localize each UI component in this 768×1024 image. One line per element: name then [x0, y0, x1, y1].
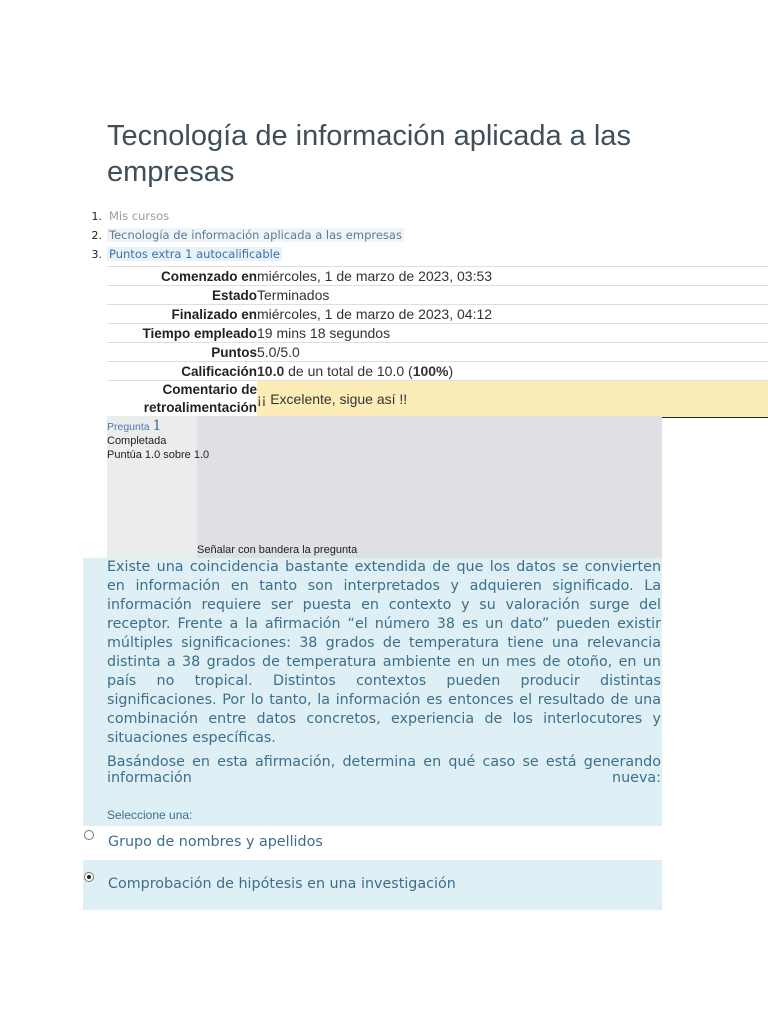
breadcrumb-number: 1.	[91, 210, 102, 223]
flag-question-link[interactable]: Señalar con bandera la pregunta	[197, 544, 358, 556]
summary-row-points	[107, 343, 768, 362]
select-one-label: Seleccione una:	[107, 808, 193, 822]
breadcrumb-number: 2.	[91, 229, 102, 242]
feedback-label-line1: Comentario de	[162, 382, 257, 397]
grade-middle-text: de un total de 10.0 (	[284, 362, 413, 379]
option-1-radio[interactable]	[84, 830, 94, 840]
started-label: Comenzado en	[107, 267, 257, 286]
attempt-summary-table	[107, 266, 768, 418]
grade-value	[257, 362, 768, 381]
breadcrumb-link-mis-cursos[interactable]: Mis cursos	[109, 209, 170, 223]
question-number-value: 1	[152, 418, 162, 434]
option-2-radio[interactable]	[84, 872, 94, 882]
summary-row-feedback	[107, 381, 768, 418]
question-number	[107, 418, 161, 434]
points-value: 5.0/5.0	[257, 343, 768, 362]
breadcrumb-link-quiz[interactable]: Puntos extra 1 autocalificable	[109, 247, 280, 261]
summary-row-state	[107, 286, 768, 305]
feedback-value: ¡¡ Excelente, sigue así !!	[257, 381, 768, 418]
time-label: Tiempo empleado	[107, 324, 257, 343]
time-value: 19 mins 18 segundos	[257, 324, 768, 343]
feedback-label-line2: retroalimentación	[143, 400, 257, 415]
summary-row-started	[107, 267, 768, 286]
finished-label: Finalizado en	[107, 305, 257, 324]
grade-bold-value: 10.0	[257, 362, 285, 379]
breadcrumb-item-1	[91, 207, 404, 226]
question-label: Pregunta	[107, 421, 150, 433]
question-grade: Puntúa 1.0 sobre 1.0	[107, 449, 210, 461]
question-prompt-text: Basándose en esta afirmación, determina en qué caso se está generando información nueva:	[107, 754, 661, 786]
breadcrumb-link-course[interactable]: Tecnología de información aplicada a las empresas	[109, 228, 402, 242]
breadcrumb	[91, 207, 404, 264]
feedback-label	[107, 381, 257, 418]
grade-end-text: )	[448, 362, 454, 379]
state-label: Estado	[107, 286, 257, 305]
summary-row-finished	[107, 305, 768, 324]
question-text: Existe una coincidencia bastante extendida de que los datos se convierten en información en tanto son interpretados y adquieren significado. La información requiere ser puesta en contexto y su valoración surge del receptor. Frente a la afirmación “el número 38 es un dato” pueden existir múltiples significaciones: 38 grados de temperatura tiene una relevancia distinta a 38 grados de temperatura ambiente en un mes de otoño, en un país no tropical. Distintos contextos pueden producir distintas significaciones. Por lo tanto, la información es entonces el resultado de una combinación entre datos concretos, experiencia de los interlocutores y situaciones específicas.	[107, 559, 661, 746]
points-label: Puntos	[107, 343, 257, 362]
finished-value: miércoles, 1 de marzo de 2023, 04:12	[257, 305, 768, 324]
breadcrumb-item-2	[91, 226, 404, 245]
summary-row-grade	[107, 362, 768, 381]
breadcrumb-item-3	[91, 245, 404, 264]
option-2-label[interactable]: Comprobación de hipótesis en una investigación	[108, 876, 456, 892]
breadcrumb-number: 3.	[91, 248, 102, 261]
option-1-label[interactable]: Grupo de nombres y apellidos	[108, 834, 323, 850]
started-value: miércoles, 1 de marzo de 2023, 03:53	[257, 267, 768, 286]
grade-label: Calificación	[107, 362, 257, 381]
grade-percent: 100%	[412, 362, 449, 379]
question-header-area	[197, 416, 662, 558]
question-state: Completada	[107, 435, 167, 447]
page-title: Tecnología de información aplicada a las empresas	[107, 120, 631, 188]
summary-row-time	[107, 324, 768, 343]
state-value: Terminados	[257, 286, 768, 305]
